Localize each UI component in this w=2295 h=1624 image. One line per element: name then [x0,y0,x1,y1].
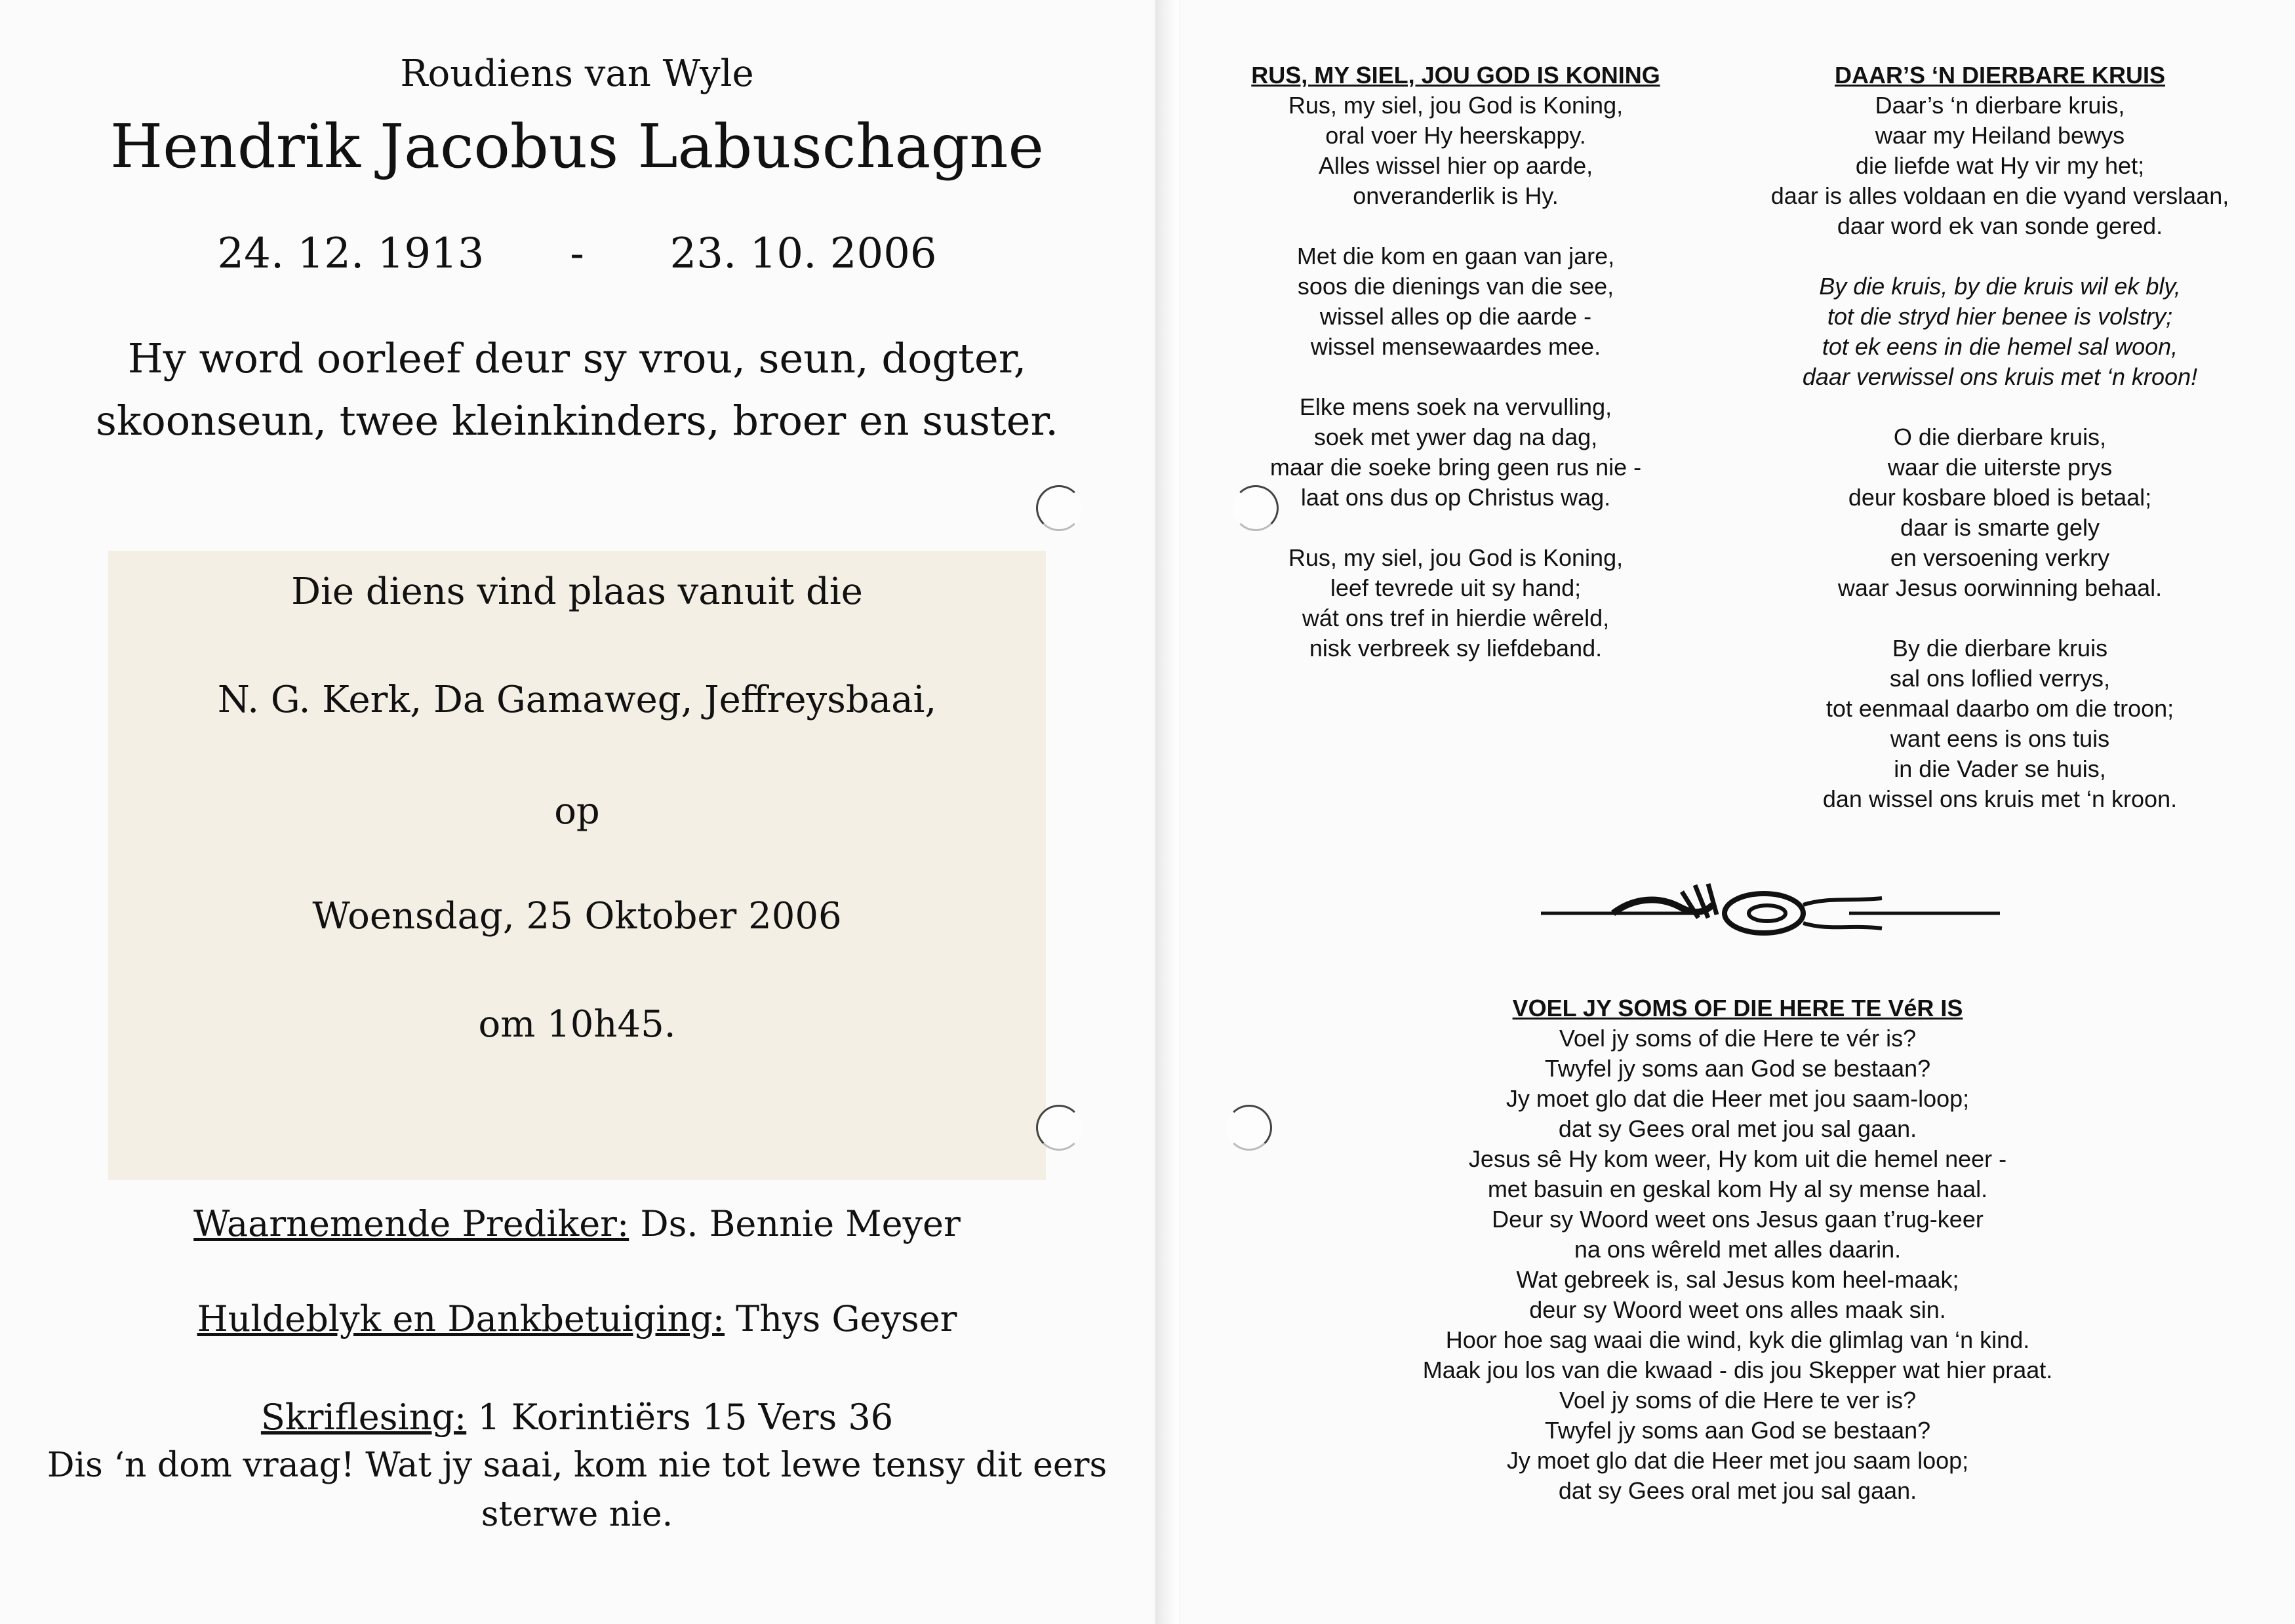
hymn-dierbare-kruis [1705,60,2295,814]
ornament-divider [1541,872,2000,944]
hymn-line: en versoening verkry [1890,544,2110,571]
hymn-line [1705,603,2295,633]
page-fold [1155,0,1179,1624]
hymn-line: deur sy Woord weet ons alles maak sin. [1529,1296,1946,1323]
hymn-line: daar word ek van sonde gered. [1837,212,2163,239]
right-page [1180,0,2295,1624]
hymn-line: laat ons dus op Christus wag. [1300,484,1611,511]
hymn-line: Twyfel jy soms aan God se bestaan? [1544,1417,1931,1444]
hymn-line [1207,513,1705,543]
hymn-line: dat sy Gees oral met jou sal gaan. [1558,1115,1917,1142]
tribute-row [0,1298,1154,1339]
hymn-rus-my-siel [1207,60,1705,663]
birth-date: 24. 12. 1913 [217,229,485,278]
reading-row [0,1396,1154,1438]
hymn-line: Voel jy soms of die Here te vér is? [1559,1025,1917,1052]
tribute-value: Thys Geyser [736,1298,957,1339]
hymn-title: VOEL JY SOMS OF DIE HERE TE VéR IS [1512,995,1963,1021]
hymn-line: tot ek eens in die hemel sal woon, [1822,333,2178,360]
hymn-line: dat sy Gees oral met jou sal gaan. [1558,1477,1917,1504]
hymn-line: oral voer Hy heerskappy. [1325,122,1586,149]
punch-hole [1226,1105,1272,1151]
service-time: om 10h45. [478,1003,676,1046]
reading-value: 1 Korintiërs 15 Vers 36 [477,1396,894,1438]
hymn-line: By die dierbare kruis [1892,635,2108,662]
hymn-line: dan wissel ons kruis met ‘n kroon. [1822,785,2178,812]
hymn-line: daar verwissel ons kruis met ‘n kroon! [1802,363,2198,390]
hymn-line: By die kruis, by die kruis wil ek bly, [1819,273,2181,300]
punch-hole [1036,485,1082,531]
hymn-line: wissel alles op die aarde - [1319,303,1592,330]
hymn-line: Rus, my siel, jou God is Koning, [1288,92,1624,119]
hymn-line: tot die stryd hier benee is volstry; [1827,303,2173,330]
death-date: 23. 10. 2006 [669,229,937,278]
hymn-line [1705,392,2295,422]
deceased-name: Hendrik Jacobus Labuschagne [110,111,1044,182]
tribute-label: Huldeblyk en Dankbetuiging: [197,1298,725,1339]
survived-line-2: skoonseun, twee kleinkinders, broer en suster. [96,397,1058,445]
preacher-value: Ds. Bennie Meyer [640,1203,961,1244]
hymn-line: tot eenmaal daarbo om die troon; [1826,695,2174,722]
hymn-line: na ons wêreld met alles daarin. [1574,1236,1902,1263]
hymn-line: sal ons loflied verrys, [1889,665,2111,692]
hymn-line: wát ons tref in hierdie wêreld, [1302,604,1610,631]
hymn-chorus [1705,271,2295,392]
hymn-lines [1246,1023,2229,1506]
hymn-line: die liefde wat Hy vir my het; [1855,152,2145,179]
hymn-line: daar is alles voldaan en die vyand verslaan, [1770,182,2229,209]
service-intro: Die diens vind plaas vanuit die [291,570,863,613]
hymn-line [1705,241,2295,271]
hymn-line: Met die kom en gaan van jare, [1296,243,1615,269]
hymn-line: Jesus sê Hy kom weer, Hy kom uit die hemel neer - [1468,1145,2007,1172]
hymn-lines [1705,90,2295,271]
hymn-line: Voel jy soms of die Here te ver is? [1559,1387,1917,1414]
heading: Roudiens van Wyle [400,52,754,95]
hymn-line: Alles wissel hier op aarde, [1318,152,1593,179]
background-photo-ghost [108,551,1046,1180]
hymn-line: Jy moet glo dat die Heer met jou saam-loop; [1506,1085,1970,1112]
hymn-line: maar die soeke bring geen rus nie - [1269,454,1642,481]
hymn-line [1207,211,1705,241]
hymn-title: RUS, MY SIEL, JOU GOD IS KONING [1251,62,1660,89]
hymn-lines [1207,90,1705,663]
hymn-line: Daar’s ‘n dierbare kruis, [1875,92,2125,119]
hymn-voel-jy-soms [1246,993,2229,1506]
hymn-line: met basuin en geskal kom Hy al sy mense haal. [1487,1176,1988,1202]
venue: N. G. Kerk, Da Gamaweg, Jeffreysbaai, [217,679,937,721]
reading-label: Skriflesing: [260,1396,467,1438]
hymn-line: Elke mens soek na vervulling, [1299,393,1612,420]
hymn-line: deur kosbare bloed is betaal; [1848,484,2152,511]
punch-hole [1233,485,1279,531]
hymn-line: nisk verbreek sy liefdeband. [1309,635,1603,662]
hymn-line: soek met ywer dag na dag, [1313,424,1598,450]
dates-row [0,229,1154,278]
hymn-title: DAAR’S ‘N DIERBARE KRUIS [1834,62,2166,89]
hymn-line: Hoor hoe sag waai die wind, kyk die glimlag van ‘n kind. [1445,1326,2030,1353]
hymn-line: wissel mensewaardes mee. [1310,333,1601,360]
hymn-line: Deur sy Woord weet ons Jesus gaan t’rug-keer [1492,1206,1984,1233]
hymn-line: in die Vader se huis, [1894,755,2106,782]
reading-text-line-1: Dis ‘n dom vraag! Wat jy saai, kom nie tot lewe tensy dit eers [47,1446,1108,1485]
hymn-line: waar Jesus oorwinning behaal. [1837,574,2163,601]
hymn-line: soos die dienings van die see, [1297,273,1614,300]
on-word: op [554,790,600,833]
hymn-lines [1705,392,2295,814]
hymn-line: O die dierbare kruis, [1893,424,2107,450]
preacher-label: Waarnemende Prediker: [193,1203,629,1244]
date-dash: - [570,229,584,278]
hymn-line: waar my Heiland bewys [1875,122,2125,149]
hymn-line: daar is smarte gely [1900,514,2100,541]
hymn-line: want eens is ons tuis [1890,725,2110,752]
punch-hole [1036,1105,1082,1151]
hymn-line [1207,362,1705,392]
hymn-line: Twyfel jy soms aan God se bestaan? [1544,1055,1931,1082]
hymn-line: Rus, my siel, jou God is Koning, [1288,544,1624,571]
hymn-line: waar die uiterste prys [1887,454,2113,481]
hymn-line: onveranderlik is Hy. [1353,182,1559,209]
reading-text-line-2: sterwe nie. [481,1495,673,1534]
hymn-line: leef tevrede uit sy hand; [1330,574,1582,601]
hymn-line: Maak jou los van die kwaad - dis jou Skepper wat hier praat. [1422,1357,2053,1383]
survived-line-1: Hy word oorleef deur sy vrou, seun, dogter, [127,334,1027,382]
service-date: Woensdag, 25 Oktober 2006 [312,895,842,938]
hymn-line: Jy moet glo dat die Heer met jou saam loop; [1506,1447,1969,1474]
preacher-row [0,1203,1154,1244]
hymn-line: Wat gebreek is, sal Jesus kom heel-maak; [1516,1266,1959,1293]
